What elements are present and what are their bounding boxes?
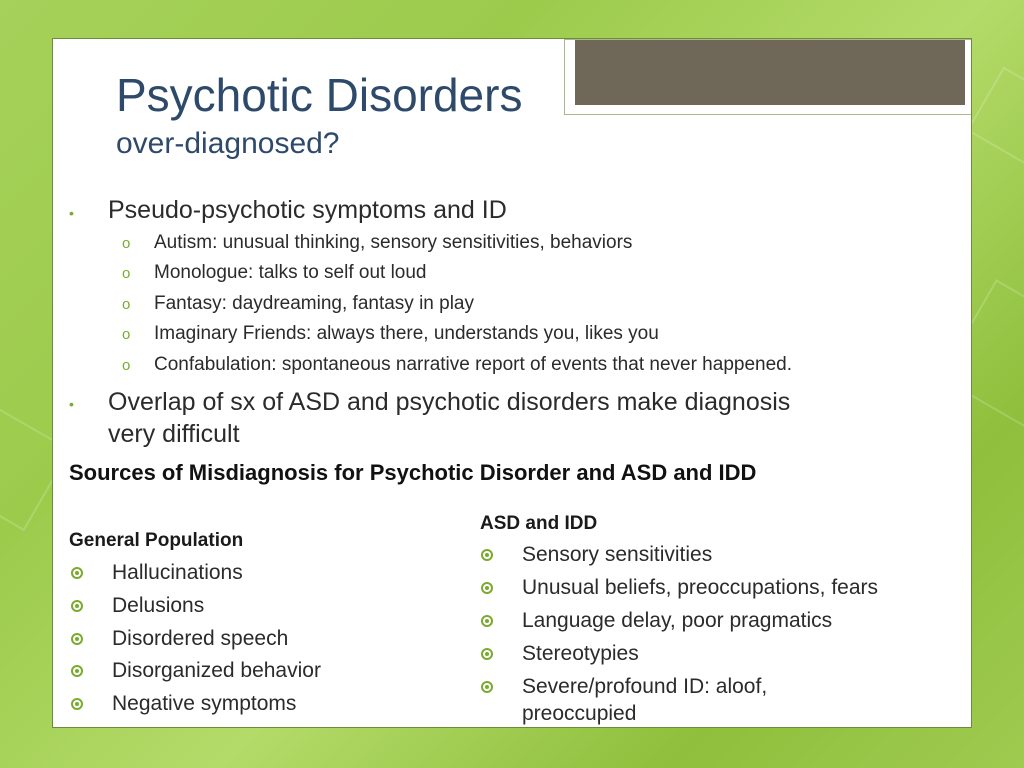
sub-bullet-marker: o — [122, 296, 131, 313]
asd-item: Unusual beliefs, preoccupations, fears — [522, 576, 879, 599]
general-item: Disorganized behavior — [112, 659, 321, 682]
general-item: Delusions — [112, 594, 205, 617]
background-hexagon — [966, 66, 1024, 167]
slide-subtitle: over-diagnosed? — [116, 127, 340, 160]
sub-bullet-confabulation: Confabulation: spontaneous narrative report of events that never happened. — [154, 354, 792, 375]
general-item: Hallucinations — [112, 561, 243, 584]
target-bullet-icon — [71, 600, 83, 612]
bullet-dot: • — [69, 205, 74, 221]
photo-placeholder — [575, 40, 965, 105]
bullet-dot: • — [69, 396, 74, 412]
target-bullet-icon — [71, 567, 83, 579]
target-bullet-icon — [481, 615, 493, 627]
general-item: Negative symptoms — [112, 692, 297, 715]
sub-bullet-fantasy: Fantasy: daydreaming, fantasy in play — [154, 293, 475, 314]
asd-item: Language delay, poor pragmatics — [522, 609, 833, 632]
target-bullet-icon — [71, 633, 83, 645]
sub-bullet-monologue: Monologue: talks to self out loud — [154, 262, 427, 283]
sub-bullet-autism: Autism: unusual thinking, sensory sensitivities, behaviors — [154, 232, 633, 253]
asd-idd-heading: ASD and IDD — [480, 513, 598, 534]
target-bullet-icon — [71, 665, 83, 677]
target-bullet-icon — [481, 648, 493, 660]
asd-item-continuation: preoccupied — [522, 702, 637, 725]
sub-bullet-marker: o — [122, 235, 131, 252]
asd-item: Stereotypies — [522, 642, 639, 665]
sources-heading: Sources of Misdiagnosis for Psychotic Disorder and ASD and IDD — [69, 460, 757, 485]
sub-bullet-marker: o — [122, 357, 131, 374]
bullet-overlap-line1: Overlap of sx of ASD and psychotic disorders make diagnosis — [108, 388, 791, 416]
target-bullet-icon — [481, 681, 493, 693]
photo-frame — [564, 39, 972, 115]
target-bullet-icon — [481, 549, 493, 561]
bullet-pseudo-psychotic: Pseudo-psychotic symptoms and ID — [108, 196, 507, 224]
target-bullet-icon — [71, 698, 83, 710]
sub-bullet-marker: o — [122, 326, 131, 343]
general-population-heading: General Population — [69, 530, 244, 551]
sub-bullet-marker: o — [122, 265, 131, 282]
general-item: Disordered speech — [112, 627, 289, 650]
bullet-overlap-line2: very difficult — [108, 420, 240, 448]
asd-item: Sensory sensitivities — [522, 543, 713, 566]
slide-title: Psychotic Disorders — [116, 69, 523, 121]
sub-bullet-imaginary-friends: Imaginary Friends: always there, understands you, likes you — [154, 323, 659, 344]
asd-item: Severe/profound ID: aloof, — [522, 675, 768, 698]
target-bullet-icon — [481, 582, 493, 594]
